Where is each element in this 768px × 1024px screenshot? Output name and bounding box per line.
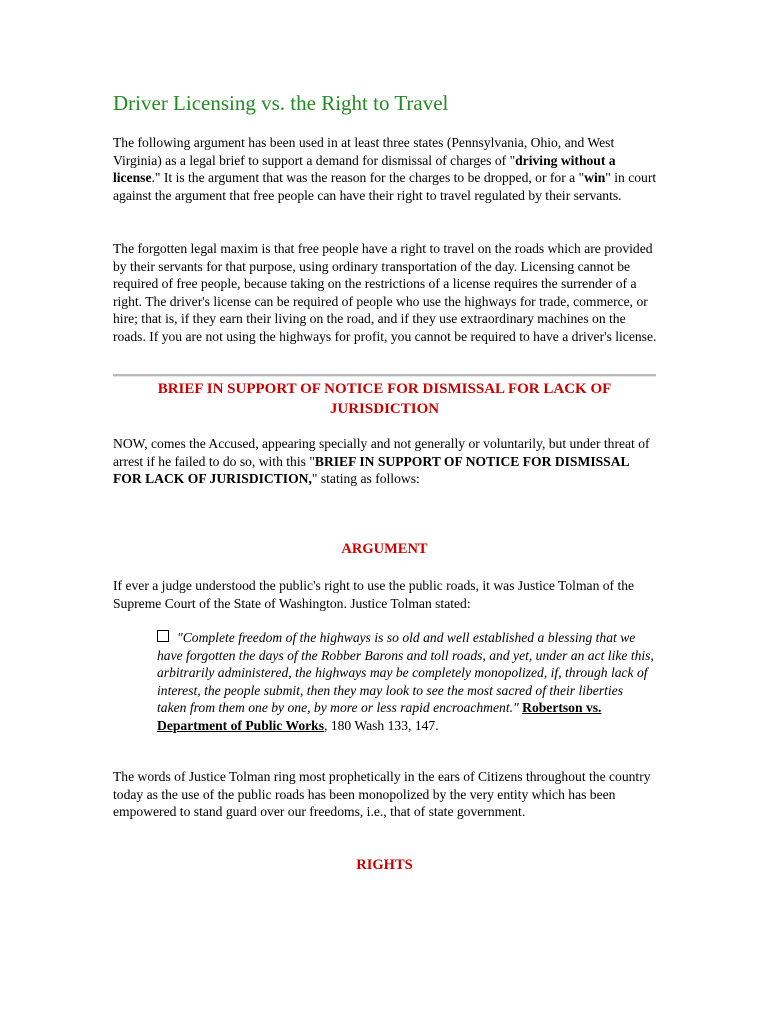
brief-heading: BRIEF IN SUPPORT OF NOTICE FOR DISMISSAL FOR LACK OF JURISDICTION (157, 381, 612, 417)
intro-paragraph-2: The forgotten legal maxim is that free people have a right to travel on the roads which are provided by their servants for that purpose, using ordinary transportation of the day. Licensing cannot be required of free people, because taking on the restrictions of a license requires the surrender of a right. The driver's license can be required of people who use the highways for trade, commerce, or hire; that is, if they earn their living on the road, and if they use extraordinary machines on the roads. If you are not using the highways for profit, you cannot be required to have a driver's license. (113, 241, 657, 344)
bullet-box-icon (157, 630, 169, 642)
argument-paragraph: If ever a judge understood the public's right to use the public roads, it was Justice Tolman of the Supreme Court of the State of Washington. Justice Tolman stated: (113, 578, 635, 611)
accused-paragraph (113, 435, 658, 488)
tolman-paragraph: The words of Justice Tolman ring most prophetically in the ears of Citizens throughout the country today as the use of the public roads has been monopolized by the very entity which has been empowered to stand guard over our freedoms, i.e., that of state government. (113, 769, 651, 820)
intro-text: The following argument has been used in at least three states (Pennsylvania, Ohio, and West Virginia) as a legal brief to support a demand for dismissal of charges of " (113, 135, 615, 168)
intro-text: " in court against the argument that free people can have their right to travel regulated by their servants. (113, 170, 657, 203)
accused-bold-title: BRIEF IN SUPPORT OF NOTICE FOR DISMISSAL FOR LACK OF JURISDICTION, (113, 453, 629, 487)
intro-bold-phrase: driving without a license (113, 152, 616, 186)
quote-text: "Complete freedom of the highways is so old and well established a blessing that we have forgotten the days of the Robber Barons and toll roads, and yet, under an act like this, arbitrarily administered, the highways may be completely monopolized, if, through lack of interest, the people submit, then they may look to see the most sacred of their liberties taken from them one by one, by more or less rapid encroachment." (157, 630, 654, 716)
horizontal-divider (113, 374, 656, 377)
accused-text: " stating as follows: (311, 471, 420, 487)
blockquote (157, 629, 654, 735)
intro-text: ." It is the argument that was the reason for the charges to be dropped, or for a " (151, 170, 585, 186)
page-title: Driver Licensing vs. the Right to Travel (113, 91, 449, 115)
intro-bold-word: win (584, 170, 606, 186)
rights-heading: RIGHTS (356, 857, 413, 873)
accused-text: NOW, comes the Accused, appearing specially and not generally or voluntarily, but under threat of arrest if he failed to do so, with this " (113, 436, 650, 469)
case-link[interactable]: Robertson vs. Department of Public Works (157, 700, 602, 733)
argument-heading: ARGUMENT (341, 541, 428, 557)
intro-paragraph-1 (113, 134, 658, 204)
case-citation: , 180 Wash 133, 147. (324, 717, 439, 733)
